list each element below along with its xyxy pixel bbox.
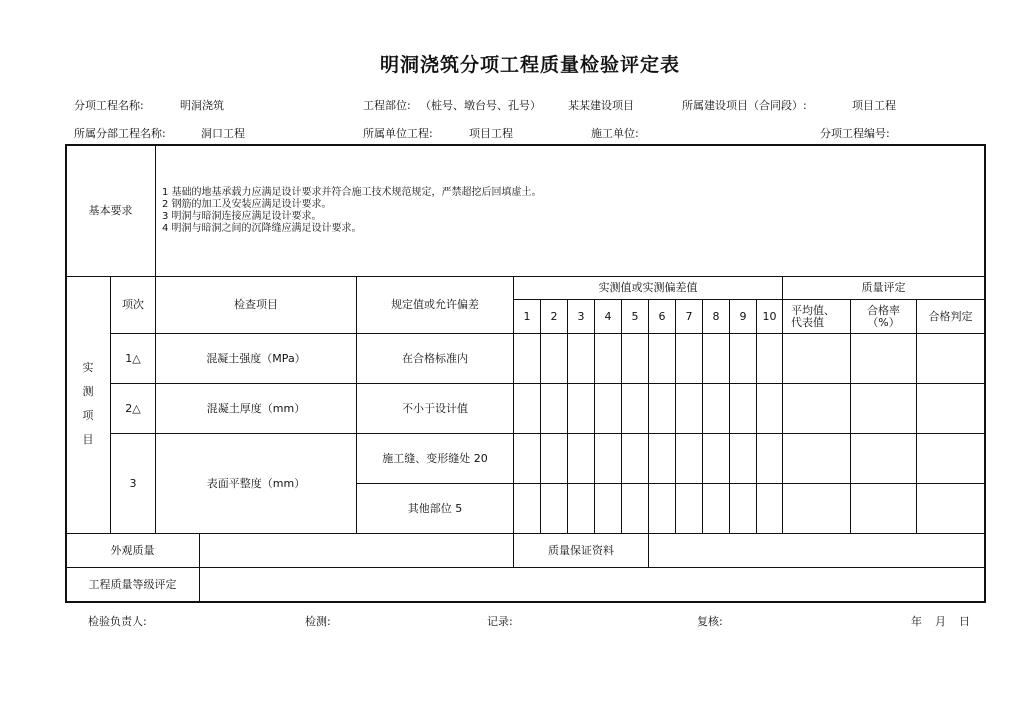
col-item-no: 项次 <box>122 298 144 311</box>
reviewer-label: 复核: <box>697 615 723 628</box>
measure-number: 10 <box>762 309 777 323</box>
date-year: 年 <box>911 615 922 628</box>
measure-number: 8 <box>712 309 720 323</box>
requirement-line: 4 明洞与暗洞之间的沉降缝应满足设计要求。 <box>162 223 362 234</box>
subitem-name-label: 分项工程名称: <box>74 99 144 112</box>
row-spec-other: 其他部位 5 <box>407 501 463 515</box>
division-value: 洞口工程 <box>201 127 245 140</box>
measure-number: 1 <box>523 309 531 323</box>
measure-number: 3 <box>577 309 585 323</box>
row-item-no: 3 <box>129 476 137 490</box>
row-check-item: 混凝土厚度（mm） <box>206 401 306 415</box>
basic-requirements-label: 基本要求 <box>88 204 133 217</box>
recorder-label: 记录: <box>487 615 513 628</box>
contract-label: 所属建设项目（合同段）: <box>682 99 807 112</box>
unit-label: 所属单位工程: <box>363 127 433 140</box>
project-value: 某某建设项目 <box>568 99 634 112</box>
contractor-label: 施工单位: <box>591 127 639 140</box>
basic-requirements-text <box>162 187 542 235</box>
row-item-no: 1△ <box>125 351 141 365</box>
measure-number: 4 <box>604 309 612 323</box>
row-spec: 施工缝、变形缝处 20 <box>382 451 488 465</box>
date-month: 月 <box>935 615 946 628</box>
assurance-label: 质量保证资料 <box>548 543 614 557</box>
tester-label: 检测: <box>305 615 331 628</box>
col-check-item: 检查项目 <box>234 298 278 311</box>
row-check-item: 混凝土强度（MPa） <box>206 351 306 365</box>
measure-number: 9 <box>739 309 747 323</box>
row-spec: 在合格标准内 <box>402 351 468 365</box>
row-item-no: 2△ <box>125 401 141 415</box>
date-day: 日 <box>959 615 970 628</box>
requirement-line: 2 钢筋的加工及安装应满足设计要求。 <box>162 199 332 210</box>
number-label: 分项工程编号: <box>820 127 890 140</box>
appearance-label: 外观质量 <box>110 543 155 557</box>
row-spec: 不小于设计值 <box>402 401 468 415</box>
location-value: （桩号、墩台号、孔号） <box>420 99 541 112</box>
measure-number: 6 <box>658 309 666 323</box>
requirement-line: 3 明洞与暗洞连接应满足设计要求。 <box>162 211 322 222</box>
location-label: 工程部位: <box>363 99 411 112</box>
col-measured: 实测值或实测偏差值 <box>598 281 698 294</box>
division-label: 所属分部工程名称: <box>74 127 166 140</box>
requirement-line: 1 基础的地基承载力应满足设计要求并符合施工技术规范规定，严禁超挖后回填虚土。 <box>162 187 542 198</box>
grade-label: 工程质量等级评定 <box>88 577 177 591</box>
contract-value: 项目工程 <box>852 99 896 112</box>
measure-number: 2 <box>550 309 558 323</box>
unit-value: 项目工程 <box>469 127 513 140</box>
subitem-name-value: 明洞浇筑 <box>180 99 224 112</box>
inspector-label: 检验负责人: <box>88 615 147 628</box>
measure-number: 7 <box>685 309 693 323</box>
col-spec: 规定值或允许偏差 <box>391 298 479 311</box>
col-judgement: 合格判定 <box>928 309 973 323</box>
col-quality: 质量评定 <box>861 281 906 294</box>
measure-number: 5 <box>631 309 639 323</box>
page-title: 明洞浇筑分项工程质量检验评定表 <box>379 54 680 76</box>
col-average: 平均值、 代表值 <box>791 303 835 329</box>
col-pass-rate: 合格率 （%） <box>867 303 900 329</box>
measured-items-side-label: 实 测 项 目 <box>82 361 94 446</box>
row-check-item: 表面平整度（mm） <box>206 476 306 490</box>
